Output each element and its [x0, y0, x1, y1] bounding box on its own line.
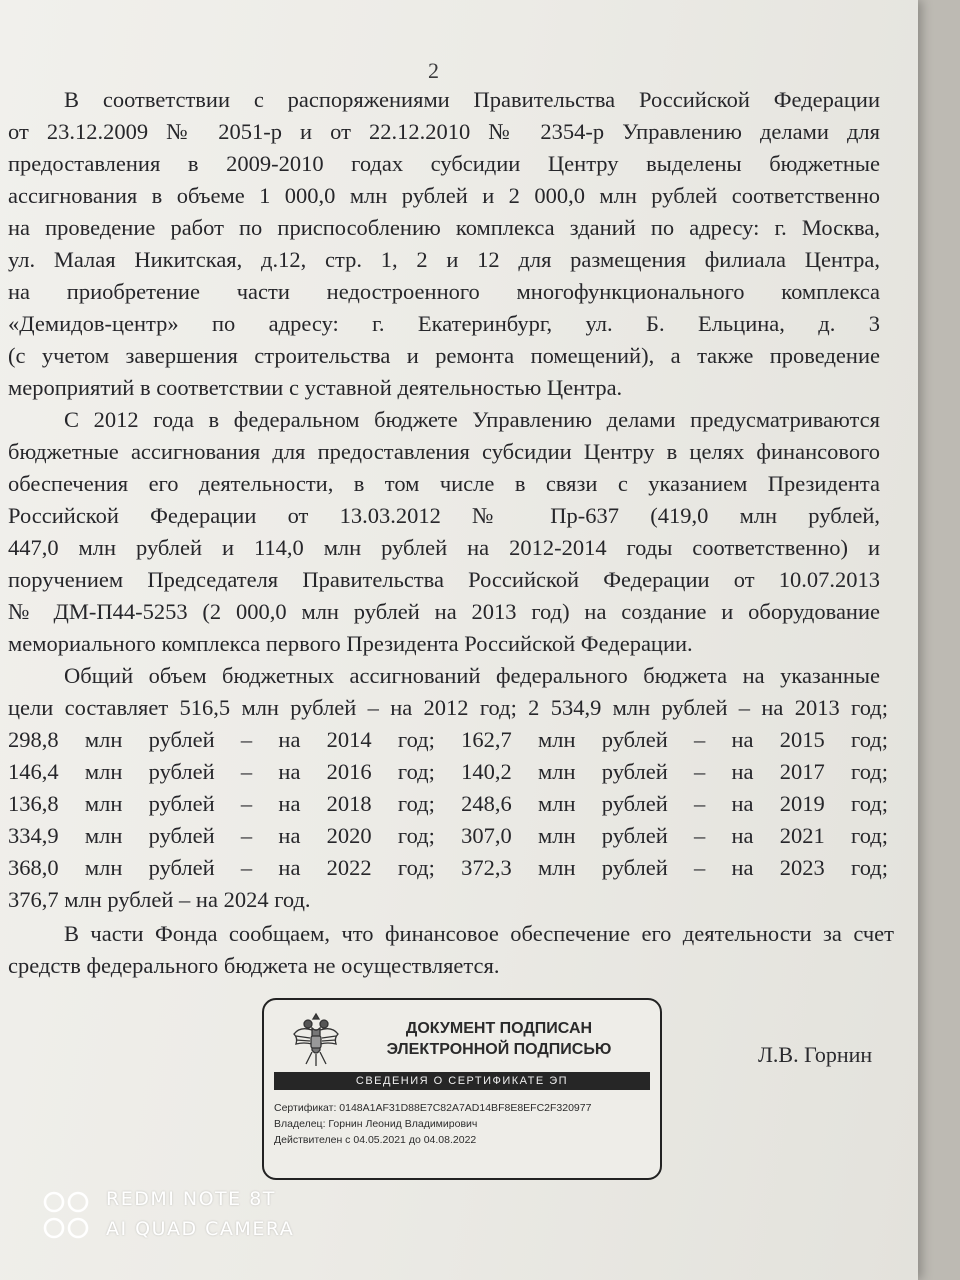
certificate-validity: Действителен с 04.05.2021 до 04.08.2022: [274, 1134, 477, 1146]
body-line: Общий объем бюджетных ассигнований федерального бюджета на указанные: [64, 663, 880, 688]
body-line: мероприятий в соответствии с уставной деятельностью Центра.: [8, 375, 623, 400]
body-line: (с учетом завершения строительства и ремонта помещений), а также проведение: [8, 343, 880, 368]
body-line: на проведение работ по приспособлению комплекса зданий по адресу: г. Москва,: [8, 215, 880, 240]
camera-type-text: AI QUAD CAMERA: [106, 1218, 295, 1240]
certificate-header: СВЕДЕНИЯ О СЕРТИФИКАТЕ ЭП: [274, 1072, 650, 1090]
body-line: Российской Федерации от 13.03.2012 № Пр-637 (419,0 млн рублей,: [8, 503, 880, 528]
body-line: 298,8 млн рублей – на 2014 год; 162,7 млн рублей – на 2015 год;: [8, 727, 888, 752]
body-line: 334,9 млн рублей – на 2020 год; 307,0 млн рублей – на 2021 год;: [8, 823, 888, 848]
camera-model-text: REDMI NOTE 8T: [106, 1188, 276, 1210]
body-line: предоставления в 2009-2010 годах субсидии Центру выделены бюджетные: [8, 151, 880, 176]
electronic-signature-stamp: [262, 998, 662, 1180]
body-line: С 2012 года в федеральном бюджете Управлению делами предусматриваются: [64, 407, 880, 432]
certificate-owner: Владелец: Горнин Леонид Владимирович: [274, 1118, 478, 1130]
body-line: В части Фонда сообщаем, что финансовое обеспечение его деятельности за счет: [64, 921, 894, 946]
body-line: 146,4 млн рублей – на 2016 год; 140,2 млн рублей – на 2017 год;: [8, 759, 888, 784]
body-line: ул. Малая Никитская, д.12, стр. 1, 2 и 12 для размещения филиала Центра,: [8, 247, 880, 272]
body-line: на приобретение части недостроенного многофункционального комплекса: [8, 279, 880, 304]
body-line: 447,0 млн рублей и 114,0 млн рублей на 2012-2014 годы соответственно) и: [8, 535, 880, 560]
body-line: 368,0 млн рублей – на 2022 год; 372,3 млн рублей – на 2023 год;: [8, 855, 888, 880]
page-number: 2: [428, 58, 439, 83]
stamp-title-line: ЭЛЕКТРОННОЙ ПОДПИСЬЮ: [386, 1041, 612, 1058]
body-line: В соответствии с распоряжениями Правительства Российской Федерации: [64, 87, 880, 112]
body-line: «Демидов-центр» по адресу: г. Екатеринбург, ул. Б. Ельцина, д. 3: [8, 311, 880, 336]
signer-name: Л.В. Горнин: [758, 1042, 873, 1067]
coat-of-arms-icon: [290, 1010, 342, 1068]
body-line: поручением Председателя Правительства Российской Федерации от 10.07.2013: [8, 567, 880, 592]
body-line: средств федерального бюджета не осуществляется.: [8, 953, 500, 978]
body-line: 136,8 млн рублей – на 2018 год; 248,6 млн рублей – на 2019 год;: [8, 791, 888, 816]
body-line: обеспечения его деятельности, в том числе в связи с указанием Президента: [8, 471, 880, 496]
body-line: бюджетные ассигнования для предоставления субсидии Центру в целях финансового: [8, 439, 880, 464]
stamp-title: [364, 1018, 634, 1060]
body-line: 376,7 млн рублей – на 2024 год.: [8, 887, 311, 912]
body-line: мемориального комплекса первого Президента Российской Федерации.: [8, 631, 693, 656]
camera-logo-icon: [40, 1188, 96, 1244]
body-line: от 23.12.2009 № 2051-р и от 22.12.2010 № 2354-р Управлению делами для: [8, 119, 880, 144]
stamp-title-line: ДОКУМЕНТ ПОДПИСАН: [405, 1020, 593, 1037]
body-line: ассигнования в объеме 1 000,0 млн рублей и 2 000,0 млн рублей соответственно: [8, 183, 880, 208]
certificate-number: Сертификат: 0148A1AF31D88E7C82A7AD14BF8E8EFC2F320977: [274, 1102, 592, 1114]
body-line: цели составляет 516,5 млн рублей – на 2012 год; 2 534,9 млн рублей – на 2013 год;: [8, 695, 888, 720]
body-line: № ДМ-П44-5253 (2 000,0 млн рублей на 2013 год) на создание и оборудование: [8, 599, 880, 624]
